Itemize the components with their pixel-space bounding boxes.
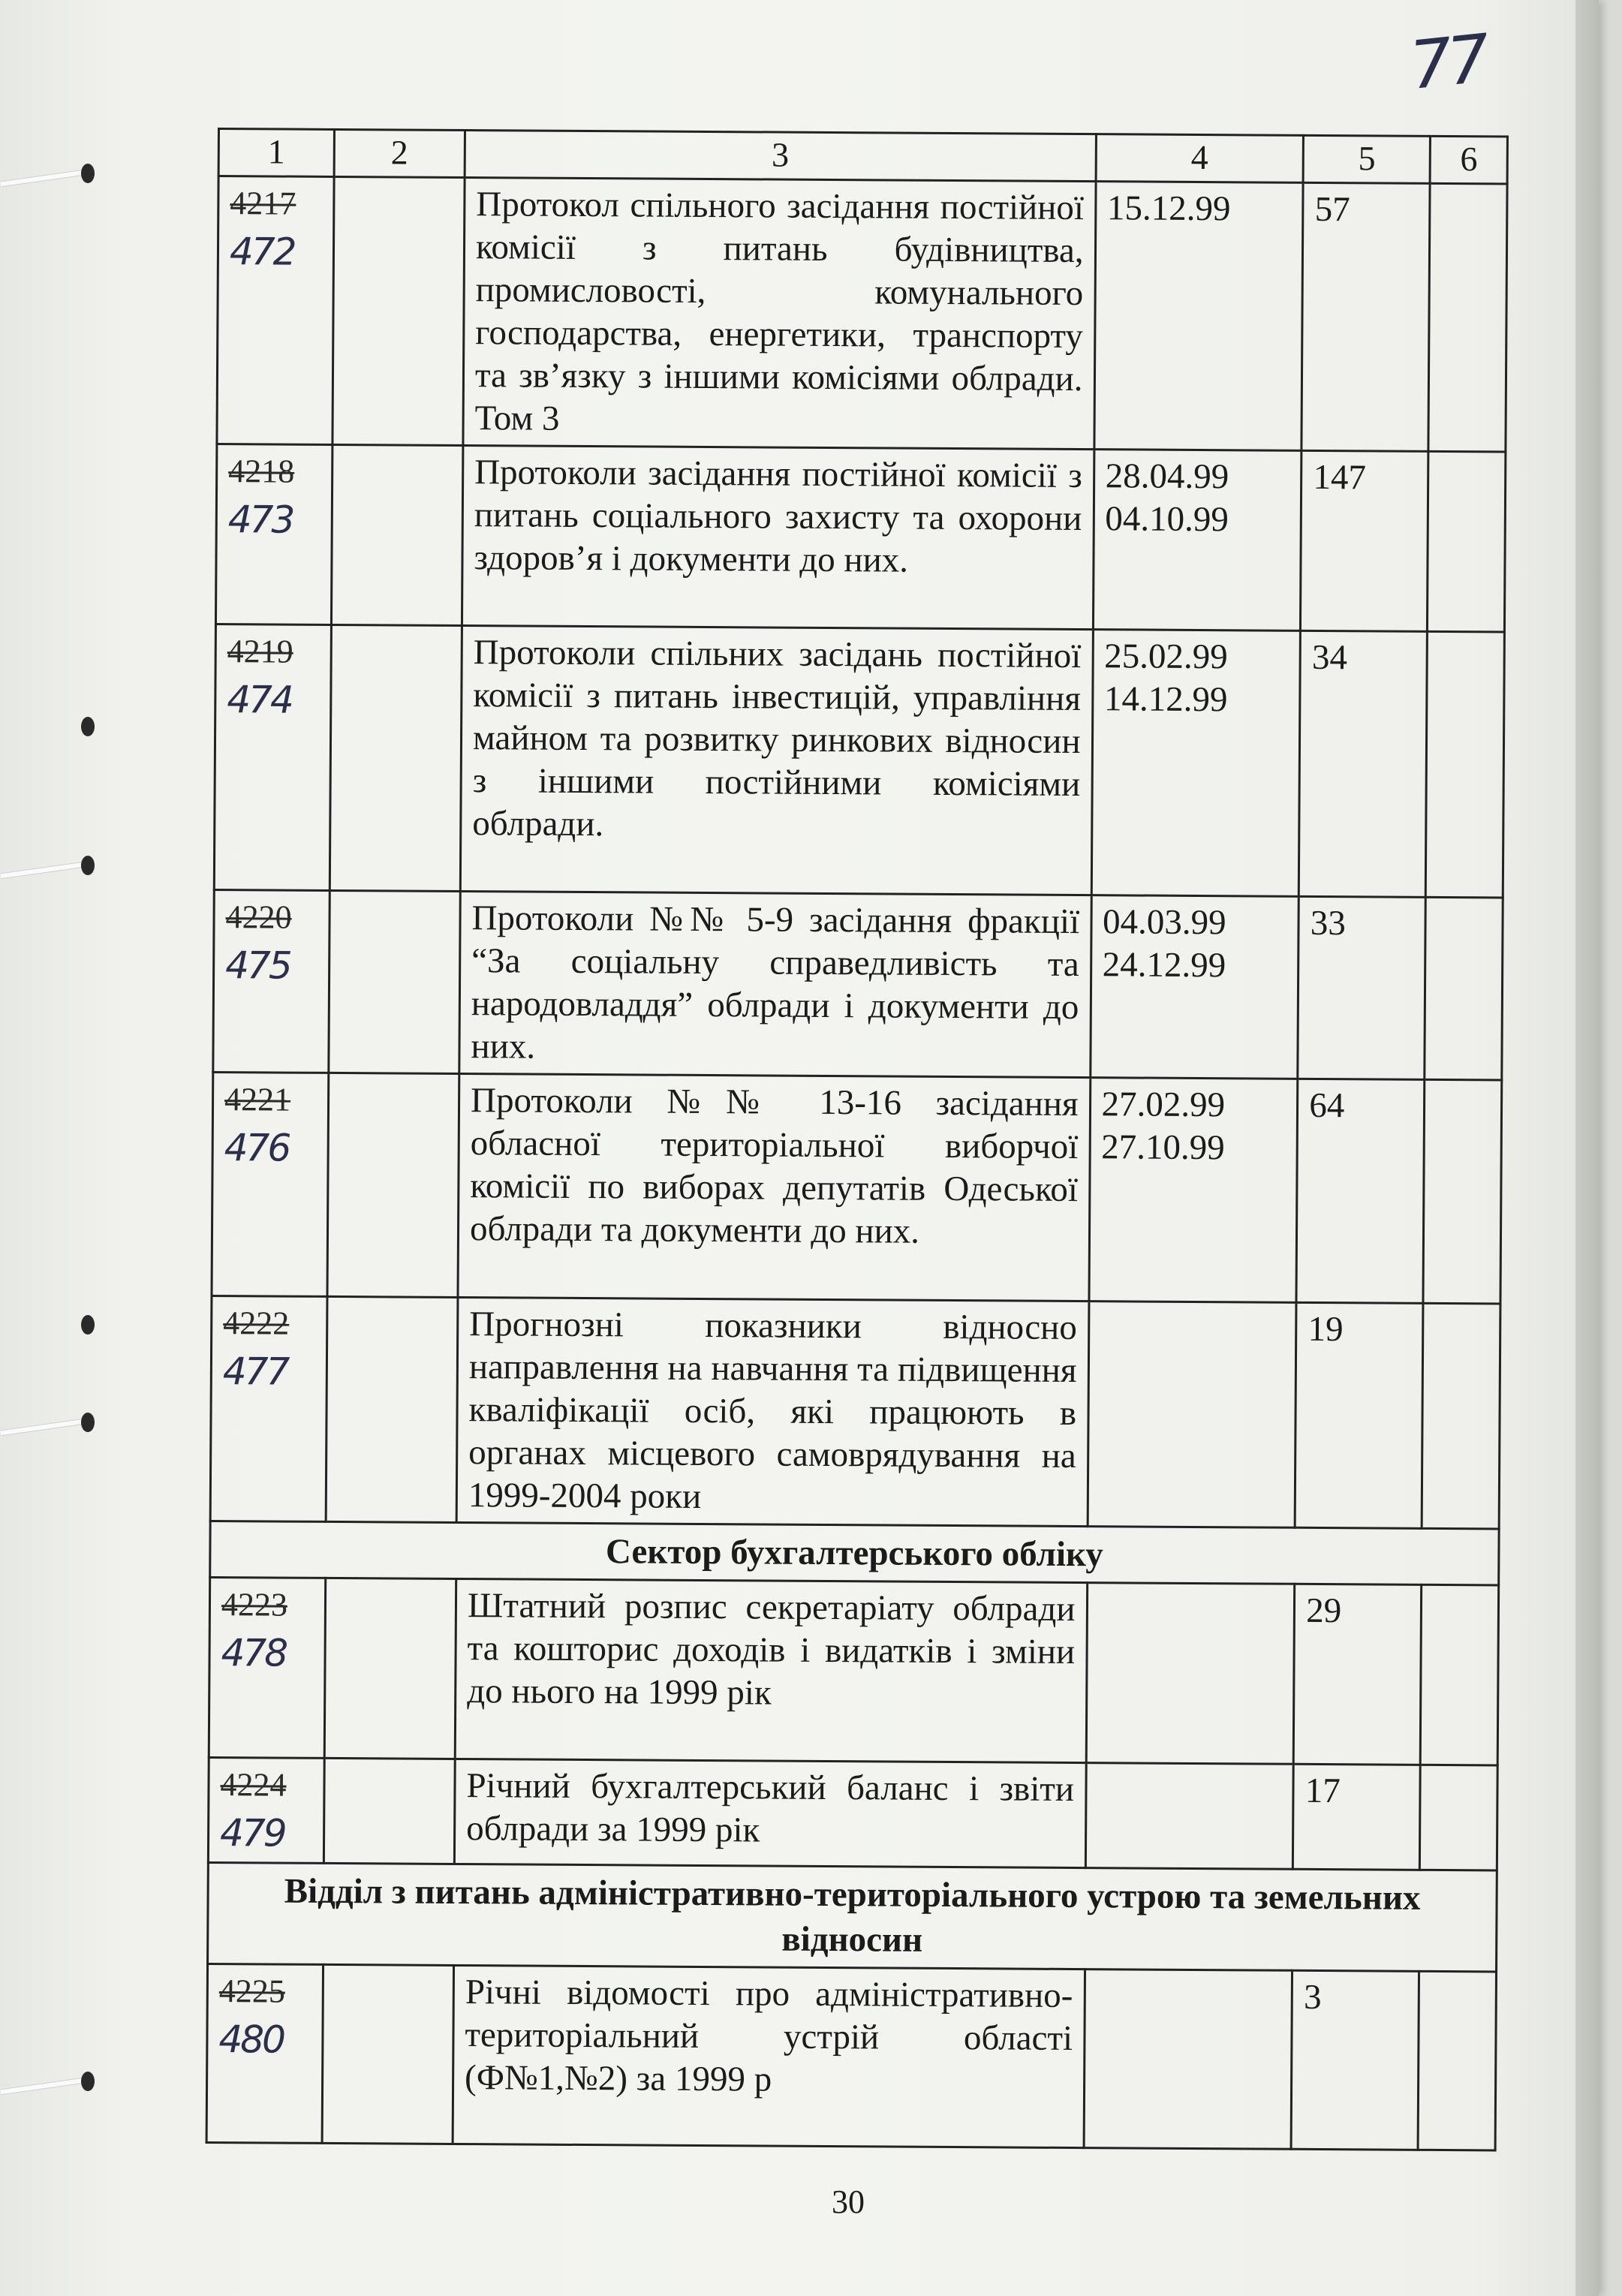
pages-cell: 34 xyxy=(1299,630,1428,897)
old-case-number: 4221 xyxy=(224,1081,291,1118)
index-cell xyxy=(330,624,462,891)
index-cell xyxy=(326,1296,458,1522)
dates-cell xyxy=(1091,630,1301,897)
case-title-cell: Протоколи №№ 5-9 засідання фракції “За соціальну справедливість та народовладдя” облради і документи до них. xyxy=(459,891,1091,1077)
new-case-number: 478 xyxy=(221,1631,287,1675)
case-number-cell xyxy=(206,1963,323,2143)
case-number-cell xyxy=(212,1072,329,1296)
table-row xyxy=(209,1577,1498,1765)
binding-thread xyxy=(1,862,83,879)
dates-cell xyxy=(1093,450,1302,631)
index-cell xyxy=(324,1578,456,1759)
case-title-cell: Штатний розпис секретаріату облради та кошторис доходів і видатків і зміни до нього на 1999 рік xyxy=(455,1578,1087,1762)
pages-cell: 147 xyxy=(1301,450,1429,631)
section-heading: Сектор бухгалтерського обліку xyxy=(210,1521,1499,1584)
case-number-cell xyxy=(214,624,331,890)
date-start: 27.02.99 xyxy=(1101,1085,1226,1125)
case-title-cell: Протоколи №№ 13-16 засідання обласної територіальної виборчої комісії по виборах депутатів Одеської облради та документи до них. xyxy=(458,1073,1090,1301)
case-title-cell: Прогнозні показники відносно направлення на навчання та підвищення кваліфікації осіб, які працюють в органах місцевого самоврядування на 1999-2004 роки xyxy=(456,1297,1088,1526)
case-title-cell: Протоколи спільних засідань постійної комісії з питань інвестицій, управління майном та розвитку ринкових відносин з іншими постійними комісіями облради. xyxy=(460,626,1093,895)
case-number-cell xyxy=(208,1757,324,1863)
old-case-number: 4222 xyxy=(223,1304,290,1342)
date-start: 25.02.99 xyxy=(1104,636,1228,677)
binding-hole xyxy=(81,856,95,875)
binding-hole xyxy=(81,1413,95,1432)
date-end: 27.10.99 xyxy=(1101,1127,1225,1168)
binding-thread xyxy=(1,1419,83,1436)
notes-cell xyxy=(1421,1584,1499,1765)
header-cell: 3 xyxy=(465,131,1096,182)
new-case-number: 475 xyxy=(225,943,290,988)
old-case-number: 4225 xyxy=(218,1973,285,2010)
date-start: 15.12.99 xyxy=(1106,188,1231,229)
dates-cell xyxy=(1089,1078,1299,1303)
page-number: 30 xyxy=(832,2183,865,2220)
date-end: 04.10.99 xyxy=(1105,499,1229,540)
index-cell xyxy=(323,1758,455,1864)
dates-cell xyxy=(1088,1301,1297,1528)
new-case-number: 476 xyxy=(224,1126,290,1170)
binding-hole xyxy=(81,717,95,736)
table-row xyxy=(214,624,1504,897)
dates-cell xyxy=(1090,895,1299,1079)
table-row xyxy=(217,176,1507,452)
notes-cell xyxy=(1428,451,1506,632)
old-case-number: 4220 xyxy=(225,898,292,936)
case-title-cell: Протоколи засідання постійної комісії з питань соціального захисту та охорони здоров’я і документи до них. xyxy=(462,446,1094,630)
old-case-number: 4218 xyxy=(228,453,295,490)
table-row xyxy=(206,1963,1496,2150)
table-row xyxy=(212,1072,1502,1303)
notes-cell xyxy=(1422,1303,1500,1529)
page-edge xyxy=(1575,0,1599,2296)
table-row xyxy=(210,1295,1500,1528)
pages-cell: 29 xyxy=(1294,1584,1422,1765)
notes-cell xyxy=(1428,183,1507,452)
new-case-number: 472 xyxy=(229,230,295,274)
date-end: 24.12.99 xyxy=(1102,945,1226,986)
dates-cell xyxy=(1094,182,1303,451)
new-case-number: 473 xyxy=(227,498,293,542)
notes-cell xyxy=(1420,1765,1497,1870)
header-row xyxy=(218,129,1507,184)
pages-cell: 19 xyxy=(1295,1302,1423,1528)
index-cell xyxy=(333,176,465,445)
pages-cell: 64 xyxy=(1296,1079,1425,1303)
date-end: 14.12.99 xyxy=(1103,679,1228,720)
dates-cell xyxy=(1084,1970,1292,2150)
old-case-number: 4223 xyxy=(221,1586,288,1623)
case-number-cell xyxy=(215,444,332,625)
index-cell xyxy=(327,1073,459,1297)
binding-hole xyxy=(81,2072,95,2091)
section-row xyxy=(210,1521,1499,1584)
dates-cell xyxy=(1085,1763,1294,1870)
header-cell: 1 xyxy=(218,129,334,177)
notes-cell xyxy=(1425,897,1503,1080)
index-cell xyxy=(322,1964,454,2144)
binding-hole xyxy=(81,164,95,183)
binding-thread xyxy=(1,170,83,187)
date-start: 04.03.99 xyxy=(1102,902,1226,943)
new-case-number: 477 xyxy=(222,1350,288,1394)
old-case-number: 4217 xyxy=(230,185,296,222)
header-cell: 5 xyxy=(1303,135,1431,183)
date-start: 28.04.99 xyxy=(1105,456,1229,497)
new-case-number: 480 xyxy=(218,2018,284,2062)
header-cell: 2 xyxy=(334,129,465,177)
notes-cell xyxy=(1419,1971,1497,2150)
pages-cell: 17 xyxy=(1293,1764,1421,1870)
case-number-cell xyxy=(217,176,334,445)
notes-cell xyxy=(1426,631,1505,898)
pages-cell: 3 xyxy=(1291,1970,1419,2150)
case-title-cell: Протокол спільного засідання постійної комісії з питань будівництва, промисловості, комунального господарства, енергетики, транспорту та зв’язку з іншими комісіями облради. Том 3 xyxy=(463,178,1096,450)
section-heading: Відділ з питань адміністративно-територіального устрою та земельних відносин xyxy=(208,1862,1497,1971)
case-number-cell xyxy=(213,889,330,1073)
new-case-number: 474 xyxy=(227,678,292,722)
header-cell: 6 xyxy=(1431,136,1508,184)
index-cell xyxy=(331,444,463,625)
pages-cell: 33 xyxy=(1298,896,1426,1079)
binding-thread xyxy=(1,2078,83,2095)
old-case-number: 4219 xyxy=(227,633,293,670)
binding-hole xyxy=(81,1315,95,1335)
old-case-number: 4224 xyxy=(220,1766,287,1804)
header-cell: 4 xyxy=(1096,134,1304,183)
dates-cell xyxy=(1086,1583,1295,1765)
case-title-cell: Річний бухгалтерський баланс і звіти облради за 1999 рік xyxy=(454,1759,1085,1867)
folio-mark: 77 xyxy=(1406,20,1489,105)
table-row xyxy=(208,1757,1497,1870)
inventory-table xyxy=(206,128,1509,2151)
new-case-number: 479 xyxy=(219,1811,285,1855)
case-number-cell xyxy=(209,1577,325,1758)
table-row xyxy=(215,444,1505,632)
section-row xyxy=(208,1862,1497,1971)
index-cell xyxy=(329,890,461,1073)
case-number-cell xyxy=(210,1295,327,1521)
pages-cell: 57 xyxy=(1302,182,1430,451)
case-title-cell: Річні відомості про адміністративно-територіальний устрій області (Ф№1,№2) за 1999 р xyxy=(453,1965,1085,2147)
table-row xyxy=(213,889,1503,1079)
notes-cell xyxy=(1423,1079,1501,1304)
